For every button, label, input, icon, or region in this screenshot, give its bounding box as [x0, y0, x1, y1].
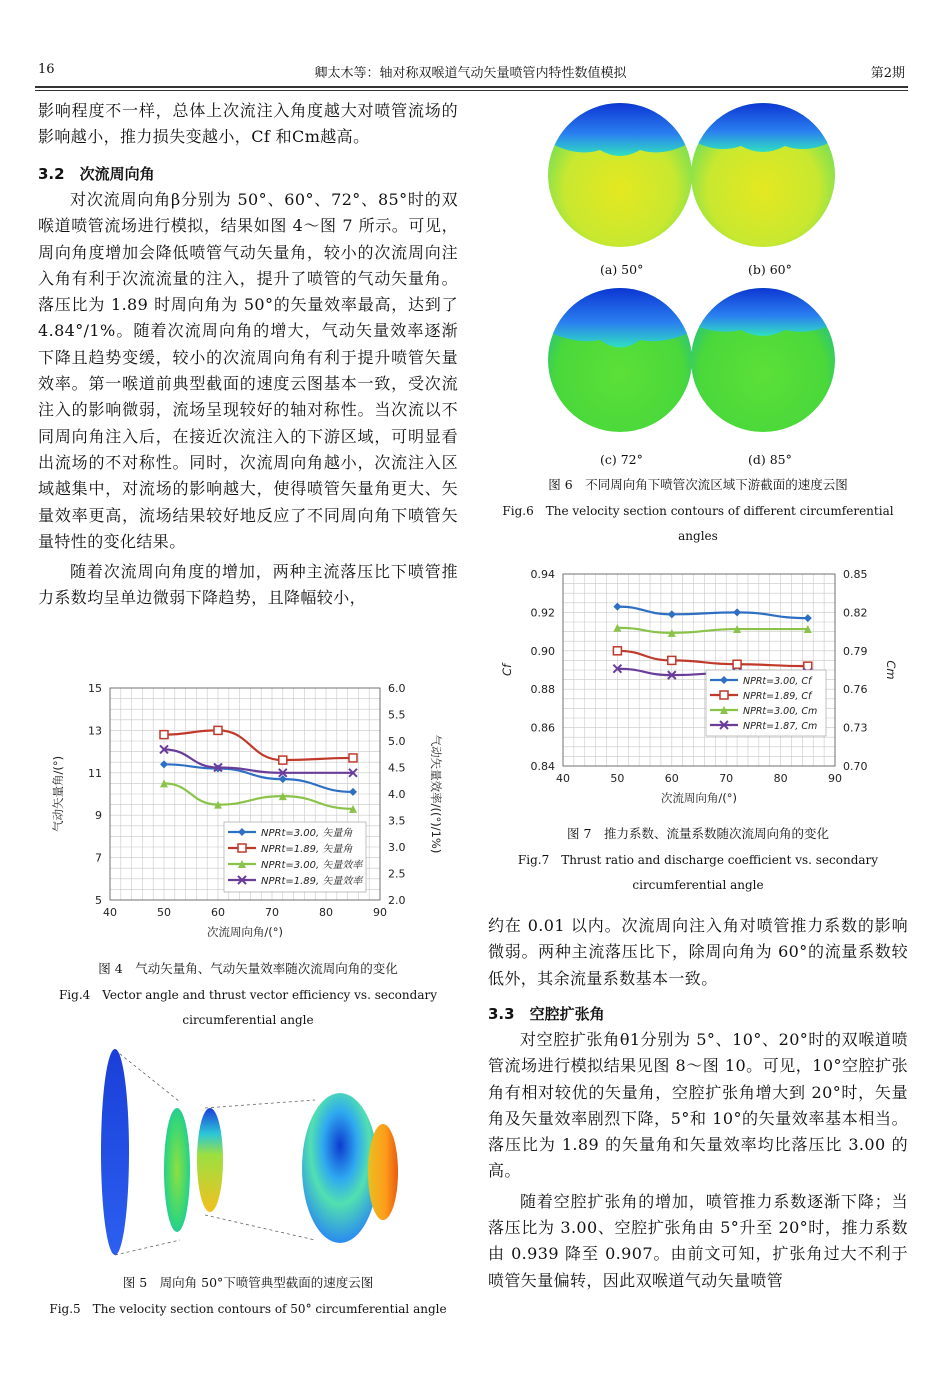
section-3-2-body	[38, 187, 458, 612]
y-tick-label: 13	[88, 724, 102, 738]
right-continued-text: 约在 0.01 以内。次流周向注入角对喷管推力系数的影响微弱。两种主流落压比下，除周向角为 60°的流量系数较低外，其余流量系数基本一致。	[488, 916, 908, 988]
y-tick-label: 11	[88, 766, 102, 780]
y-axis-label: 气动矢量角/(°)	[51, 755, 65, 833]
figure-7-plot-area	[500, 568, 898, 805]
contour-85deg	[688, 285, 838, 432]
y2-tick-label: 5.0	[388, 735, 406, 748]
figure-5-caption-cn: 图 5 周向角 50°下喷管典型截面的速度云图	[122, 1275, 374, 1290]
x-tick-label: 50	[157, 906, 171, 919]
figure-7-caption-en: Fig.7 Thrust ratio and discharge coefficient vs. secondary	[517, 853, 879, 867]
y2-axis-label: Cm	[884, 660, 898, 680]
data-point	[349, 788, 357, 796]
running-title: 卿太木等：轴对称双喉道气动矢量喷管内特性数值模拟	[314, 66, 627, 81]
data-point	[733, 660, 741, 668]
series-line-1	[164, 730, 353, 760]
y2-tick-label: 0.85	[843, 568, 868, 581]
intro-text: 影响程度不一样，总体上次流注入角度越大对喷管流场的影响越小，推力损失变越小，Cf 和Cm越高。	[38, 101, 458, 147]
legend-label: NPRt=1.89, 矢量效率	[261, 876, 363, 887]
section-3-3-paragraph-1: 对空腔扩张角θ1分别为 5°、10°、20°时的双喉道喷管流场进行模拟结果见图 8～图 10。可见，10°空腔扩张角有相对较优的矢量角，空腔扩张角增大到 20°时，矢量角及矢量效率剧烈下降，5°和 10°的矢量效率基本相当。落压比为 1.89 的矢量角和矢量效率均比落压比 3.00 的高。	[488, 1030, 908, 1181]
figure-7-chart	[495, 560, 898, 815]
issue-label: 第2期	[870, 66, 905, 81]
legend-label: NPRt=3.00, Cm	[743, 706, 818, 717]
x-tick-label: 40	[103, 906, 117, 919]
x-tick-label: 60	[664, 772, 679, 785]
y2-tick-label: 2.5	[388, 867, 406, 881]
header-rule	[35, 86, 908, 88]
data-point	[160, 731, 168, 739]
y2-tick-label: 0.79	[843, 644, 868, 658]
section-throat1-ellipse	[164, 1108, 190, 1232]
intro-paragraph	[38, 98, 458, 151]
x-tick-label: 50	[610, 772, 625, 785]
section-3-2-heading: 3.2 次流周向角	[38, 165, 155, 183]
y-tick-label: 0.90	[530, 644, 555, 658]
y-tick-label: 5	[95, 894, 102, 907]
right-continued-paragraph	[488, 913, 908, 992]
series-line-2	[617, 628, 807, 633]
x-tick-label: 90	[373, 906, 387, 919]
figure-4-caption-en-2: circumferential angle	[182, 1013, 314, 1027]
x-tick-label: 70	[265, 906, 279, 919]
section-inlet-ellipse	[101, 1049, 129, 1255]
figure-4-plot-area	[51, 682, 443, 939]
figure-6-caption-cn: 图 6 不同周向角下喷管次流区域下游截面的速度云图	[548, 477, 848, 492]
y2-tick-label: 0.76	[843, 683, 868, 697]
x-axis-label: 次流周向角/(°)	[206, 925, 284, 939]
section-3-3-paragraph-2: 随着空腔扩张角的增加，喷管推力系数逐渐下降；当落压比为 3.00、空腔扩张角由 5°升至 20°时，推力系数由 0.939 降至 0.907。由前文可知，扩张角过大不利于喷管矢量偏转，因此双喉道气动矢量喷管	[488, 1191, 908, 1290]
legend-marker	[720, 691, 728, 699]
contour-72deg	[545, 285, 695, 432]
section-3-2-paragraph-1: 对次流周向角β分别为 50°、60°、72°、85°时的双喉道喷管流场进行模拟，结果如图 4～图 7 所示。可见，周向角度增加会降低喷管气动矢量角，较小的次流周向注入角有利于次流流量的注入，提升了喷管的气动矢量角。落压比为 1.89 时周向角为 50°的矢量效率最高，达到了 4.84°/1%。随着次流周向角的增大，气动矢量效率逐渐下降且趋势变缓，较小的次流周向角有利于提升喷管矢量效率。第一喉道前典型截面的速度云图基本一致，受次流注入的影响微弱，流场呈现较好的轴对称性。当次流以不同周向角注入后，在接近次流注入的下游区域，可明显看出流场的不对称性。同时，次流周向角越小，次流注入区域越集中，对流场的影响越大，使得喷管矢量角更大、矢量效率更高，流场结果较好地反应了不同周向角下喷管矢量特性的变化结果。	[38, 190, 458, 551]
y2-tick-label: 5.5	[388, 708, 406, 722]
contour-50deg	[545, 100, 695, 247]
figure-6-contours	[545, 100, 855, 470]
figure-4-chart	[40, 672, 460, 954]
data-point	[804, 614, 812, 622]
y-tick-label: 0.84	[530, 760, 555, 773]
y2-tick-label: 2.0	[388, 894, 406, 907]
y-tick-label: 0.86	[530, 721, 555, 735]
figure-6-caption-en-2: angles	[678, 529, 718, 543]
series-line-0	[164, 764, 353, 792]
legend-label: NPRt=1.89, Cf	[743, 691, 812, 702]
x-tick-label: 90	[828, 772, 842, 785]
y2-tick-label: 3.0	[388, 841, 406, 854]
y-tick-label: 15	[88, 682, 102, 695]
y-tick-label: 0.92	[530, 606, 555, 620]
y2-axis-label: 气动矢量效率/((°)/1%)	[429, 734, 443, 854]
fig6-label-b: (b) 60°	[748, 262, 792, 277]
y2-tick-label: 4.5	[388, 761, 406, 775]
figure-4-caption-en: Fig.4 Vector angle and thrust vector efficiency vs. secondary	[58, 988, 437, 1002]
x-tick-label: 70	[719, 772, 734, 785]
figure-5-caption-en: Fig.5 The velocity section contours of 50° circumferential angle	[49, 1302, 447, 1316]
data-point	[349, 754, 357, 762]
series-line-1	[617, 651, 807, 666]
page-number: 16	[38, 62, 55, 77]
x-axis-label: 次流周向角/(°)	[660, 791, 738, 805]
section-throat2-ellipse	[302, 1093, 378, 1243]
y-tick-label: 7	[95, 851, 102, 865]
y-tick-label: 0.94	[530, 568, 555, 581]
legend-label: NPRt=1.89, 矢量角	[261, 844, 353, 855]
contour-60deg	[688, 100, 838, 247]
data-point	[733, 608, 741, 616]
y2-tick-label: 4.0	[388, 788, 406, 801]
section-outlet-ellipse	[368, 1124, 398, 1220]
y2-tick-label: 3.5	[388, 814, 406, 828]
data-point	[668, 610, 676, 618]
legend-label: NPRt=3.00, Cf	[743, 676, 812, 687]
legend-marker	[238, 844, 246, 852]
y-tick-label: 9	[95, 809, 102, 823]
figure-7-caption-en-2: circumferential angle	[632, 878, 764, 892]
section-3-3-heading: 3.3 空腔扩张角	[488, 1005, 605, 1023]
y2-tick-label: 0.70	[843, 760, 868, 773]
data-point	[160, 760, 168, 768]
data-point	[613, 603, 621, 611]
header-rule-thin	[35, 90, 908, 91]
legend-label: NPRt=1.87, Cm	[743, 721, 818, 732]
section-3-3-body	[488, 1027, 908, 1294]
fig6-label-c: (c) 72°	[600, 452, 643, 467]
data-point	[214, 726, 222, 734]
x-tick-label: 80	[773, 772, 788, 785]
figure-5-image	[60, 1040, 450, 1265]
figure-6-caption-en: Fig.6 The velocity section contours of different circumferential	[502, 504, 894, 518]
figure-4-caption-cn: 图 4 气动矢量角、气动矢量效率随次流周向角的变化	[98, 961, 398, 976]
y-tick-label: 0.88	[530, 683, 555, 697]
y2-tick-label: 0.82	[843, 606, 868, 620]
data-point	[613, 647, 621, 655]
figure-7-caption-cn: 图 7 推力系数、流量系数随次流周向角的变化	[567, 826, 829, 841]
data-point	[279, 756, 287, 764]
y-axis-label: Cf	[500, 663, 514, 677]
section-3-2-paragraph-2: 随着次流周向角度的增加，两种主流落压比下喷管推力系数均呈单边微弱下降趋势，且降幅较小，	[38, 562, 458, 608]
y2-tick-label: 6.0	[388, 682, 406, 695]
x-tick-label: 40	[556, 772, 570, 785]
legend-label: NPRt=3.00, 矢量角	[261, 828, 353, 839]
data-point	[668, 656, 676, 664]
y2-tick-label: 0.73	[843, 721, 868, 735]
legend-label: NPRt=3.00, 矢量效率	[261, 860, 363, 871]
section-cavity-ellipse	[197, 1108, 223, 1212]
x-tick-label: 80	[319, 906, 333, 919]
x-tick-label: 60	[211, 906, 225, 919]
fig6-label-d: (d) 85°	[748, 452, 792, 467]
fig6-label-a: (a) 50°	[600, 262, 644, 277]
